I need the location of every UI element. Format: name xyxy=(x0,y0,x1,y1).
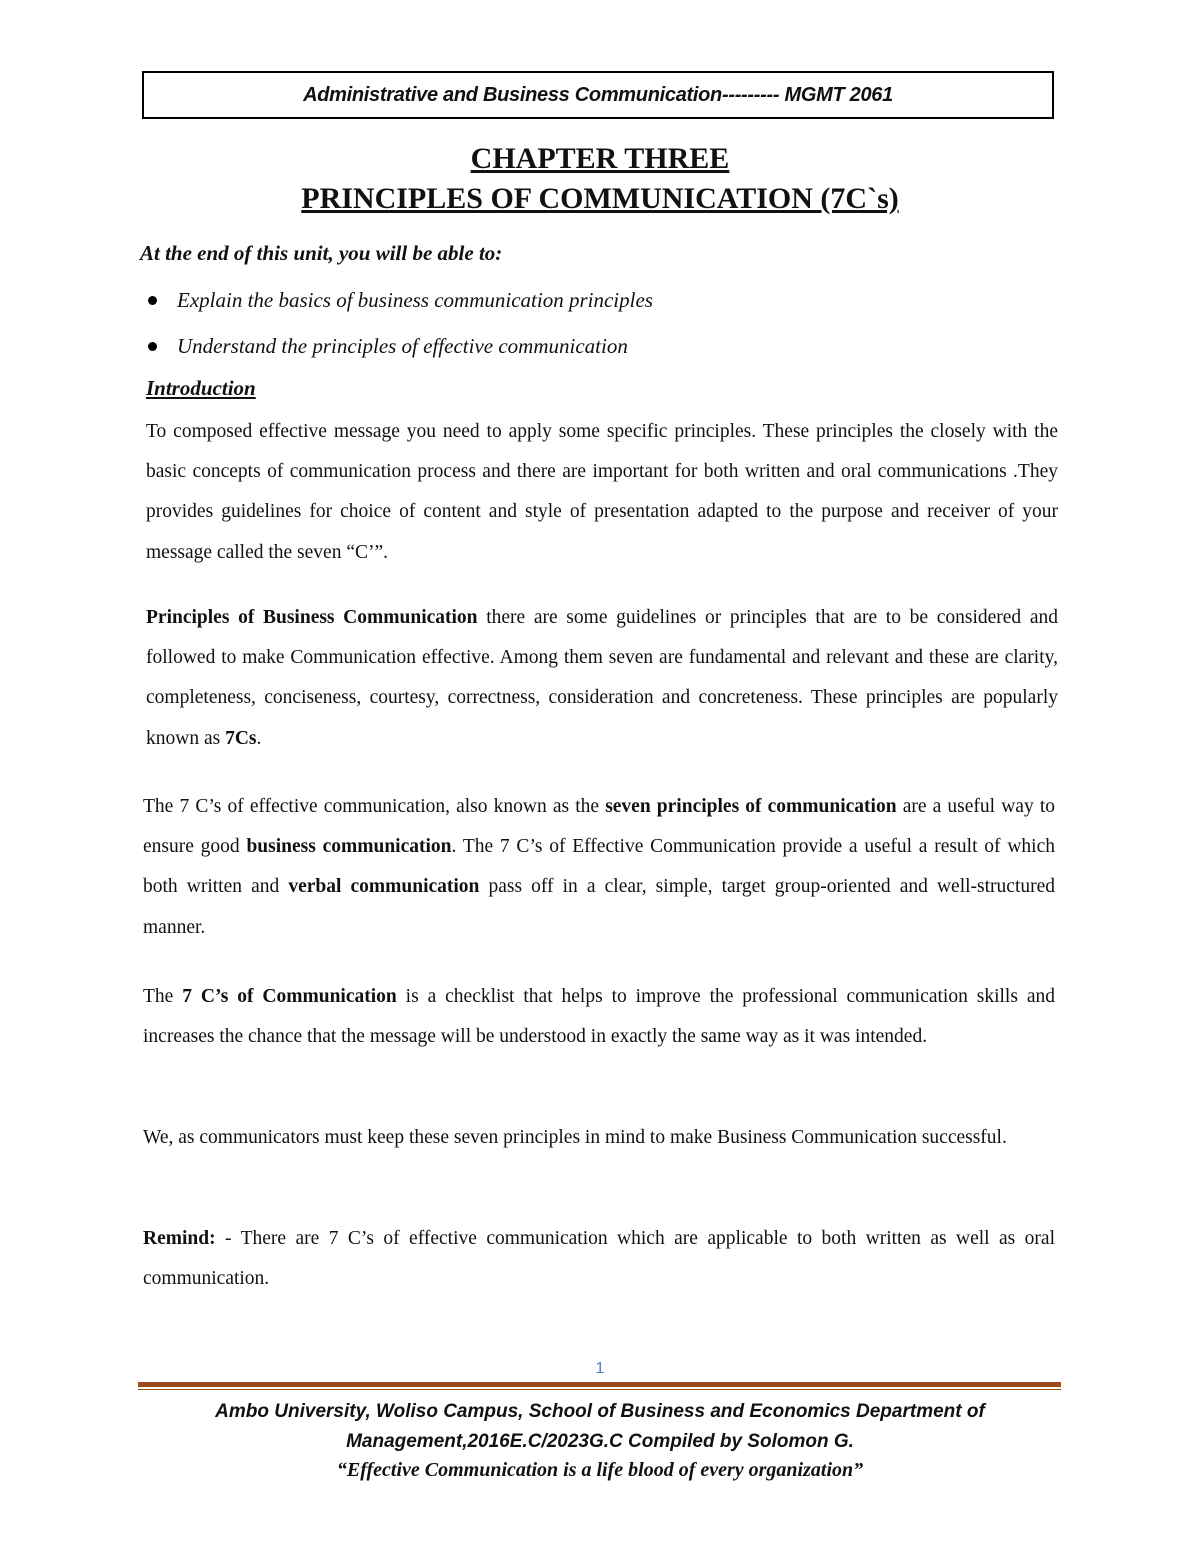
bold-term: 7Cs xyxy=(225,727,257,749)
paragraph-text: . The 7 C’s of Effective Communication provide a useful a result of which both written and xyxy=(143,836,1055,898)
paragraph-text: . xyxy=(256,727,262,749)
chapter-title: PRINCIPLES OF COMMUNICATION (7C`s) xyxy=(301,182,899,215)
objective-text: Explain the basics of business communication principles xyxy=(177,288,653,312)
intro-paragraph-6 xyxy=(143,1219,1055,1299)
list-item xyxy=(148,329,653,375)
bold-term: Remind: xyxy=(143,1228,216,1249)
footer-divider-thin xyxy=(138,1389,1061,1390)
page-number: 1 xyxy=(595,1360,605,1377)
objective-text: Understand the principles of effective communication xyxy=(177,334,628,358)
bold-term: 7 C’s of Communication xyxy=(182,986,397,1007)
header-title: Administrative and Business Communication--------- MGMT 2061 xyxy=(303,83,893,106)
introduction-heading: Introduction xyxy=(146,376,256,400)
paragraph-text: The 7 C’s of effective communication, also known as the xyxy=(143,796,606,817)
bold-term: verbal communication xyxy=(288,876,480,898)
paragraph-text: are a useful way to ensure good xyxy=(143,796,1055,858)
objectives-list xyxy=(148,283,653,375)
intro-paragraph-2 xyxy=(146,598,1058,759)
objectives-lead: At the end of this unit, you will be able to: xyxy=(140,241,503,265)
paragraph-text: The xyxy=(143,986,183,1007)
intro-paragraph-1: To composed effective message you need to apply some specific principles. These principles the closely with the basic concepts of communication process and there are important for both written and oral communications .They provides guidelines for choice of content and style of presentation adapted to the purpose and receiver of your message called the seven “C’”. xyxy=(146,421,1058,563)
footer-divider xyxy=(138,1382,1061,1387)
footer-line-1: Ambo University, Woliso Campus, School of Business and Economics Department of xyxy=(215,1401,985,1422)
paragraph-text: pass off in a clear, simple, target group-oriented and well-structured manner. xyxy=(143,876,1056,938)
paragraph-text: there are some guidelines or principles that are to be considered and followed to make Communication effective. Among them seven are fundamental and relevant and these are clarity, completeness, conciseness, courtesy, correctness, consideration and concreteness. These principles are popularly known as xyxy=(146,607,1058,749)
paragraph-text: - There are 7 C’s of effective communication which are applicable to both written as well as oral communication. xyxy=(143,1228,1055,1290)
running-header xyxy=(142,71,1054,119)
bold-term: seven principles of communication xyxy=(605,796,897,817)
bullet-icon xyxy=(148,342,157,351)
list-item xyxy=(148,283,653,329)
bold-term: business communication xyxy=(246,836,452,858)
bold-term: Principles of Business Communication xyxy=(146,607,478,628)
chapter-number: CHAPTER THREE xyxy=(470,142,730,175)
bullet-icon xyxy=(148,296,157,305)
intro-paragraph-3 xyxy=(143,787,1055,948)
paragraph-text: is a checklist that helps to improve the professional communication skills and increases the chance that the message will be understood in exactly the same way as it was intended. xyxy=(143,986,1055,1048)
footer-line-2: Management,2016E.C/2023G.C Compiled by Solomon G. xyxy=(346,1431,854,1452)
intro-paragraph-5: We, as communicators must keep these seven principles in mind to make Business Communication successful. xyxy=(143,1127,1007,1148)
intro-paragraph-4 xyxy=(143,977,1055,1057)
footer-quote: “Effective Communication is a life blood of every organization” xyxy=(336,1459,864,1481)
